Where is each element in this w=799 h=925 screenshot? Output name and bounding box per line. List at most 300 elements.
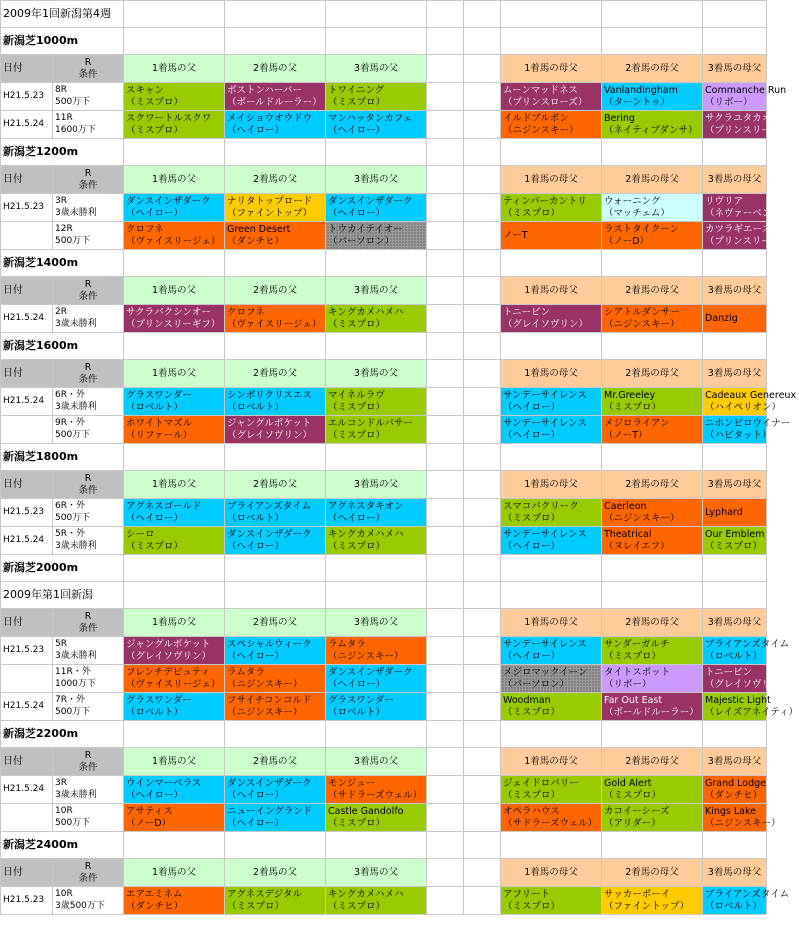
horse-name: スクワートルスクワ: [126, 113, 212, 124]
date-header: 日付: [1, 609, 53, 637]
race-header-r: R: [84, 861, 92, 872]
horse-name: Castle Gandolfo: [328, 806, 404, 817]
sire-cell-1: [124, 305, 225, 333]
race-condition: 500万下: [55, 817, 91, 828]
sire-cell-1: [124, 776, 225, 804]
horse-name: Commanche Run: [705, 85, 787, 96]
horse-name: ダンスインザダーク: [227, 778, 312, 789]
horse-name: メジロライアン: [604, 418, 670, 429]
race-date: H21.5.24: [1, 776, 53, 804]
sire-header-2: 2着馬の父: [225, 609, 326, 637]
race-condition: 3歳未勝利: [55, 540, 97, 551]
horse-name: Vanlandingham: [604, 85, 678, 96]
dam-sire-cell-3: [703, 887, 790, 915]
race-number: 10R: [55, 806, 73, 816]
header-row: [1, 859, 767, 887]
race-date: [1, 416, 53, 444]
sire-cell-2: [225, 499, 326, 527]
horse-name: Gold Alert: [604, 778, 652, 789]
race-header-cond: 条件: [78, 373, 98, 385]
sire-cell-2: [225, 527, 326, 555]
sire-line: （ダンチヒ）: [126, 900, 184, 912]
dam-sire-header-2: 2着馬の母父: [602, 859, 703, 887]
dam-sire-cell-1: [501, 305, 602, 333]
sire-line: （ネヴァーベンド）: [705, 207, 791, 219]
sire-line: （ヘイロー）: [503, 650, 561, 662]
sire-line: （リボー）: [705, 96, 753, 108]
race-header: [53, 748, 124, 776]
horse-name: Lyphard: [705, 506, 743, 518]
sire-header-2: 2着馬の父: [225, 748, 326, 776]
horse-name: ホワイトマズル: [126, 418, 193, 429]
sire-line: （ノーD）: [126, 817, 172, 829]
sire-cell-1: [124, 194, 225, 222]
section-title: 新潟芝2400m: [1, 832, 124, 859]
table-row: [1, 194, 767, 222]
header-row: [1, 748, 767, 776]
horse-name: Green Desert: [227, 224, 291, 235]
dam-sire-cell-1: [501, 665, 602, 693]
sire-cell-3: [326, 499, 427, 527]
dam-sire-header-2: 2着馬の母父: [602, 609, 703, 637]
race-date: H21.5.24: [1, 693, 53, 721]
section-title: 新潟芝1600m: [1, 333, 124, 360]
dam-sire-header-3: 3着馬の母父: [703, 748, 767, 776]
sire-line: （ミスプロ）: [328, 817, 386, 829]
horse-name: サクラバクシンオー: [126, 307, 211, 318]
race-date: H21.5.24: [1, 305, 53, 333]
race-cell: [53, 388, 124, 416]
race-date: H21.5.23: [1, 499, 53, 527]
horse-name: クロフネ: [126, 224, 164, 235]
horse-name: ダンスインザダーク: [126, 196, 211, 207]
sire-line: （ダンチヒ）: [705, 789, 763, 801]
sire-header-2: 2着馬の父: [225, 166, 326, 194]
horse-name: Our Emblem: [705, 529, 765, 540]
horse-name: トワイニング: [328, 85, 385, 96]
horse-name: フレンチデピュティ: [126, 667, 211, 678]
date-header: 日付: [1, 360, 53, 388]
race-date: H21.5.23: [1, 887, 53, 915]
dam-sire-cell-3: [703, 83, 787, 111]
horse-name: カツラギエース: [705, 224, 772, 235]
table-row: [1, 83, 767, 111]
sire-line: （グレイソヴリン）: [126, 650, 212, 662]
dam-sire-cell-2: [602, 776, 703, 804]
sire-line: （ニジンスキー）: [227, 678, 303, 690]
dam-sire-cell-1: [501, 887, 602, 915]
race-header: [53, 859, 124, 887]
horse-name: サンデーサイレンス: [503, 418, 587, 429]
sire-line: （ミスプロ）: [503, 900, 561, 912]
sire-line: （ミスプロ）: [328, 401, 386, 413]
horse-name: アグネスゴールド: [126, 501, 202, 512]
race-header: [53, 277, 124, 305]
sire-cell-2: [225, 388, 326, 416]
section-title: 新潟芝1200m: [1, 139, 124, 166]
horse-name: タイトスポット: [604, 667, 671, 678]
sire-header-3: 3着馬の父: [326, 748, 427, 776]
sire-line: （ミスプロ）: [503, 512, 561, 524]
dam-sire-cell-1: [501, 222, 602, 250]
sire-cell-2: [225, 416, 326, 444]
dam-sire-cell-2: [602, 388, 703, 416]
horse-name: ジャングルポケット: [227, 418, 312, 429]
race-date: H21.5.23: [1, 83, 53, 111]
horse-name: エアエミネム: [126, 889, 183, 900]
horse-name: キングカメハメハ: [328, 307, 404, 318]
sire-header-3: 3着馬の父: [326, 609, 427, 637]
horse-name: ウォーニング: [604, 196, 661, 207]
sire-header-3: 3着馬の父: [326, 166, 427, 194]
sire-cell-3: [326, 388, 427, 416]
sire-line: （ヘイロー）: [503, 540, 561, 552]
sire-line: （ヘイロー）: [227, 817, 285, 829]
dam-sire-cell-3: [703, 111, 799, 139]
sire-cell-2: [225, 887, 326, 915]
horse-name: ラムタラ: [227, 667, 265, 678]
dam-sire-header-2: 2着馬の母父: [602, 55, 703, 83]
sire-line: （ミスプロ）: [126, 540, 184, 552]
dam-sire-header-3: 3着馬の母父: [703, 360, 767, 388]
horse-name: アフリート: [503, 889, 551, 900]
sire-header-1: 1着馬の父: [124, 166, 225, 194]
race-header-r: R: [84, 57, 92, 68]
sire-cell-1: [124, 388, 225, 416]
sire-cell-2: [225, 111, 326, 139]
table-row: [1, 887, 767, 915]
header-row: [1, 277, 767, 305]
header-row: [1, 609, 767, 637]
table-row: [1, 305, 767, 333]
section-title: 新潟芝2000m: [1, 555, 124, 582]
horse-name: ウインマーベラス: [126, 778, 202, 789]
horse-name: クロフネ: [227, 307, 265, 318]
race-condition: 3歳未勝利: [55, 207, 97, 218]
race-condition: 3歳未勝利: [55, 789, 97, 800]
race-date: [1, 222, 53, 250]
horse-name: サンデーサイレンス: [503, 529, 587, 540]
horse-name: アグネスデジタル: [227, 889, 302, 900]
table-row: [1, 693, 767, 721]
sire-cell-1: [124, 804, 225, 832]
dam-sire-cell-2: [602, 305, 703, 333]
horse-name: カコイーシーズ: [604, 806, 670, 817]
dam-sire-header-1: 1着馬の母父: [501, 55, 602, 83]
sire-line: （ヘイロー）: [126, 512, 184, 524]
section-row: [1, 721, 767, 748]
sire-line: （プリンスリーギフ）: [705, 124, 799, 136]
dam-sire-header-2: 2着馬の母父: [602, 360, 703, 388]
horse-name: ダンスインザダーク: [227, 529, 312, 540]
sire-cell-3: [326, 416, 427, 444]
sire-line: （ミスプロ）: [328, 96, 386, 108]
race-header-cond: 条件: [78, 68, 98, 80]
sire-line: （ハビタット）: [705, 429, 772, 441]
race-number: 5R・外: [55, 529, 85, 539]
sire-header-1: 1着馬の父: [124, 277, 225, 305]
table-row: [1, 222, 767, 250]
dam-sire-header-3: 3着馬の母父: [703, 609, 767, 637]
sire-line: （サドラーズウェル）: [503, 817, 598, 829]
race-condition: 3歳500万下: [55, 900, 105, 911]
horse-name: ダンスインザダーク: [328, 667, 413, 678]
sire-line: （ヘイロー）: [227, 650, 285, 662]
dam-sire-cell-3: [703, 416, 791, 444]
sire-line: （ロベルト）: [705, 650, 763, 662]
table-row: [1, 388, 767, 416]
sire-line: （ヘイロー）: [227, 540, 285, 552]
sire-cell-1: [124, 637, 225, 665]
race-condition: 500万下: [55, 429, 91, 440]
dam-sire-header-3: 3着馬の母父: [703, 471, 767, 499]
sire-line: （ミスプロ）: [126, 96, 184, 108]
table-row: [1, 776, 767, 804]
sire-line: （サドラーズウェル）: [328, 789, 423, 801]
sire-header-2: 2着馬の父: [225, 471, 326, 499]
sire-cell-3: [326, 637, 427, 665]
sire-line: （ロベルト）: [126, 401, 184, 413]
dam-sire-cell-1: [501, 499, 602, 527]
header-row: [1, 55, 767, 83]
race-header-r: R: [84, 362, 92, 373]
section-row: [1, 333, 767, 360]
sire-line: （ミスプロ）: [328, 318, 386, 330]
sire-line: （ヌレイエフ）: [604, 540, 670, 552]
sire-line: （ミスプロ）: [503, 789, 561, 801]
sire-line: （ニジンスキー）: [227, 706, 303, 718]
race-date: H21.5.23: [1, 637, 53, 665]
horse-name: サンデーサイレンス: [503, 390, 587, 401]
horse-name: ブライアンズタイム: [705, 889, 790, 900]
date-header: 日付: [1, 277, 53, 305]
horse-name: Woodman: [503, 695, 551, 706]
horse-name: トニービン: [503, 307, 551, 318]
section-title: 新潟芝1000m: [1, 28, 124, 55]
sire-header-1: 1着馬の父: [124, 360, 225, 388]
sire-cell-3: [326, 194, 427, 222]
dam-sire-cell-3: [703, 222, 799, 250]
sire-cell-3: [326, 776, 427, 804]
dam-sire-cell-1: [501, 693, 602, 721]
sire-line: （ミスプロ）: [328, 900, 386, 912]
sire-line: （ミスプロ）: [604, 401, 662, 413]
race-cell: [53, 804, 124, 832]
section-row: [1, 28, 767, 55]
race-header: [53, 166, 124, 194]
sire-line: （グレイソヴリン）: [227, 429, 313, 441]
horse-name: サンダーガルチ: [604, 639, 670, 650]
race-number: 6R・外: [55, 501, 85, 511]
section-row: [1, 250, 767, 277]
race-header-r: R: [84, 611, 92, 622]
horse-name: スキャン: [126, 85, 165, 96]
horse-name: Danzig: [705, 312, 738, 324]
horse-name: グラスワンダー: [328, 695, 394, 706]
dam-sire-header-3: 3着馬の母父: [703, 859, 767, 887]
dam-sire-header-3: 3着馬の母父: [703, 55, 767, 83]
sire-line: （ヘイロー）: [328, 512, 386, 524]
sire-line: （ニジンスキー）: [328, 650, 404, 662]
sire-line: （ニジンスキー）: [705, 817, 781, 829]
section-row: [1, 555, 767, 582]
sire-header-2: 2着馬の父: [225, 859, 326, 887]
dam-sire-cell-1: [501, 388, 602, 416]
sire-line: （マッチェム）: [604, 207, 670, 219]
dam-sire-cell-2: [602, 637, 703, 665]
horse-name: シアトルダンサー: [604, 307, 680, 318]
table-row: [1, 804, 767, 832]
horse-name: サッカーボーイ: [604, 889, 671, 900]
race-condition: 500万下: [55, 706, 91, 717]
race-cell: [53, 416, 124, 444]
section-row: [1, 832, 767, 859]
sire-cell-3: [326, 111, 427, 139]
page-title: 2009年1回新潟第4週: [1, 1, 124, 28]
dam-sire-cell-1: [501, 416, 602, 444]
race-cell: [53, 111, 124, 139]
horse-name: ニューイングランド: [227, 806, 313, 817]
race-header-cond: 条件: [78, 290, 98, 302]
race-date: H21.5.24: [1, 388, 53, 416]
horse-name: ボストンハーバー: [227, 85, 302, 96]
sire-cell-2: [225, 693, 326, 721]
sire-header-3: 3着馬の父: [326, 277, 427, 305]
dam-sire-cell-2: [602, 804, 703, 832]
horse-name: リヴリア: [705, 196, 744, 207]
race-condition: 3歳未勝利: [55, 401, 97, 412]
sire-cell-2: [225, 305, 326, 333]
horse-name: マンハッタンカフェ: [328, 113, 413, 124]
race-number: 7R・外: [55, 695, 85, 705]
horse-name: メジロマックイーン: [503, 667, 588, 678]
dam-sire-cell-1: [501, 194, 602, 222]
dam-sire-header-1: 1着馬の母父: [501, 609, 602, 637]
sire-header-1: 1着馬の父: [124, 471, 225, 499]
sire-header-3: 3着馬の父: [326, 360, 427, 388]
sire-line: （ミスプロ）: [604, 789, 662, 801]
sire-header-3: 3着馬の父: [326, 859, 427, 887]
sire-header-2: 2着馬の父: [225, 360, 326, 388]
dam-sire-cell-3: [703, 693, 799, 721]
dam-sire-cell-3: [703, 305, 767, 333]
horse-name: オペラハウス: [503, 806, 560, 817]
subtitle-row: [1, 582, 767, 609]
race-date: H21.5.24: [1, 527, 53, 555]
dam-sire-header-1: 1着馬の母父: [501, 748, 602, 776]
header-row: [1, 166, 767, 194]
dam-sire-cell-3: [703, 527, 767, 555]
sire-line: （ハイペリオン）: [705, 401, 781, 413]
horse-name: シンボリクリスエス: [227, 390, 312, 401]
race-cell: [53, 693, 124, 721]
horse-name: ムーンマッドネス: [503, 85, 578, 96]
sire-cell-3: [326, 83, 427, 111]
race-condition: 3歳未勝利: [55, 650, 97, 661]
race-header-cond: 条件: [78, 484, 98, 496]
sire-line: （リボー）: [604, 678, 652, 690]
dam-sire-header-2: 2着馬の母父: [602, 277, 703, 305]
sire-header-3: 3着馬の父: [326, 55, 427, 83]
horse-name: Majestic Light: [705, 695, 771, 706]
race-header-r: R: [84, 168, 92, 179]
date-header: 日付: [1, 166, 53, 194]
title-row: [1, 1, 767, 28]
dam-sire-cell-2: [602, 416, 703, 444]
sire-line: （ボールドルーラー）: [604, 706, 699, 718]
sire-line: （ヘイロー）: [227, 789, 285, 801]
race-header: [53, 360, 124, 388]
sire-line: （ニジンスキー）: [503, 124, 579, 136]
sire-cell-3: [326, 693, 427, 721]
section-row: [1, 139, 767, 166]
sire-cell-1: [124, 416, 225, 444]
horse-name: ラムタラ: [328, 639, 366, 650]
dam-sire-cell-3: [703, 388, 797, 416]
date-header: 日付: [1, 748, 53, 776]
race-condition: 500万下: [55, 96, 91, 107]
race-number: 11R: [55, 113, 73, 123]
horse-name: Kings Lake: [705, 806, 757, 817]
sire-cell-1: [124, 527, 225, 555]
sire-line: （ヴァイスリージェ）: [126, 235, 221, 247]
race-number: 6R・外: [55, 390, 85, 400]
header-row: [1, 360, 767, 388]
sire-line: （ニジンスキー）: [604, 512, 680, 524]
dam-sire-header-1: 1着馬の母父: [501, 360, 602, 388]
race-number: 2R: [55, 307, 67, 317]
sire-cell-3: [326, 665, 427, 693]
horse-name: Theatrical: [604, 529, 652, 540]
sire-cell-3: [326, 222, 427, 250]
sire-line: （ロベルト）: [227, 512, 285, 524]
dam-sire-header-2: 2着馬の母父: [602, 166, 703, 194]
dam-sire-cell-1: [501, 776, 602, 804]
horse-name: ニホンピロウイナー: [705, 418, 791, 429]
race-cell: [53, 665, 124, 693]
horse-name: マイネルラヴ: [328, 390, 385, 401]
horse-name: サンデーサイレンス: [503, 639, 587, 650]
sire-header-2: 2着馬の父: [225, 277, 326, 305]
race-cell: [53, 776, 124, 804]
sire-cell-2: [225, 637, 326, 665]
horse-name: キングカメハメハ: [328, 889, 404, 900]
sire-cell-2: [225, 804, 326, 832]
horse-name: ラストタイクーン: [604, 224, 680, 235]
race-number: 8R: [55, 85, 67, 95]
sire-cell-2: [225, 665, 326, 693]
sire-line: （ミスプロ）: [328, 540, 386, 552]
header-row: [1, 471, 767, 499]
horse-name: モンジュー: [328, 778, 376, 789]
dam-sire-cell-3: [703, 804, 781, 832]
sire-line: （ミスプロ）: [126, 124, 184, 136]
dam-sire-cell-2: [602, 499, 703, 527]
race-condition: 500万下: [55, 512, 91, 523]
sire-cell-1: [124, 693, 225, 721]
race-header: [53, 55, 124, 83]
dam-sire-header-1: 1着馬の母父: [501, 859, 602, 887]
race-header-cond: 条件: [78, 761, 98, 773]
sire-line: （プリンスリーギフ）: [126, 318, 221, 330]
race-header-cond: 条件: [78, 179, 98, 191]
sire-line: （ミスプロ）: [604, 650, 662, 662]
sire-line: （グレイソヴリン）: [503, 318, 589, 330]
sire-line: （レイズアネイティ）: [705, 706, 799, 718]
race-cell: [53, 499, 124, 527]
sire-line: （ダンチヒ）: [227, 235, 285, 247]
sire-header-1: 1着馬の父: [124, 609, 225, 637]
